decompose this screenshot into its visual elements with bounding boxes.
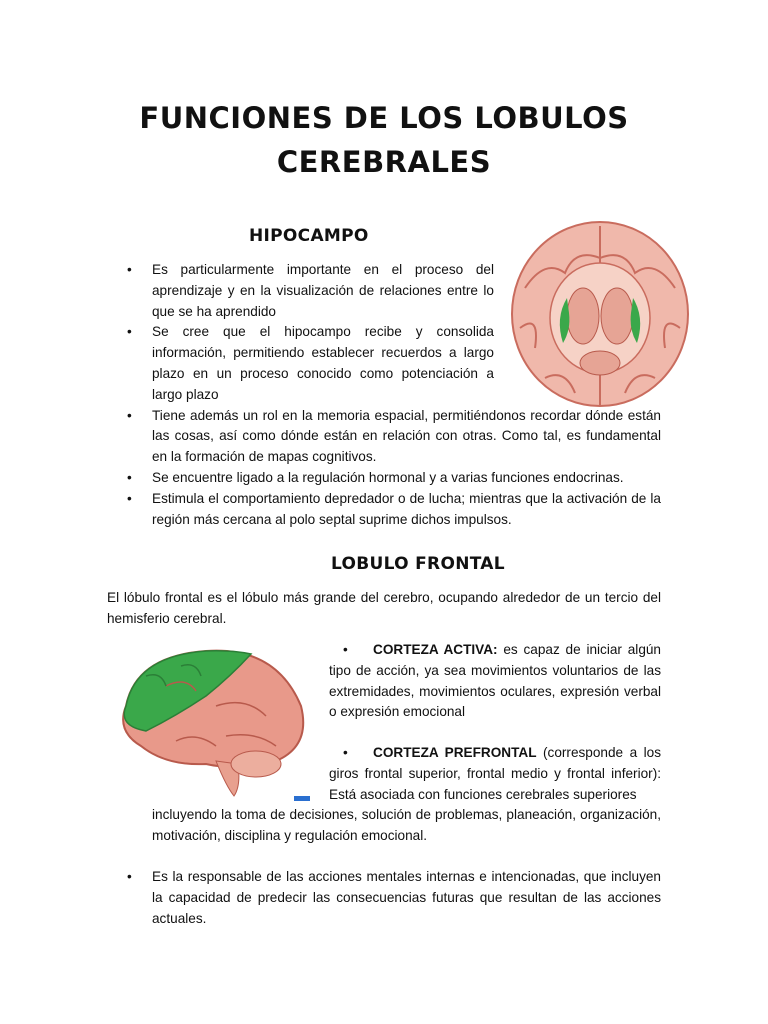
- bullet: •: [343, 745, 348, 760]
- list-item: • Estimula el comportamiento depredador o de lucha; mientras que la activación de la región más cercana al polo septal suprime dichos impulsos.: [127, 490, 661, 527]
- list-item: • Se cree que el hipocampo recibe y consolida información, permitiendo establecer recuerdos a largo plazo en un proceso conocido como potenciación a largo plazo: [127, 324, 494, 402]
- hipocampo-list: [107, 260, 661, 530]
- list-item: • Es la responsable de las acciones mentales internas e intencionadas, que incluyen la capacidad de predecir las consecuencias futuras que resultan de las acciones actuales.: [127, 869, 661, 926]
- list-item: • Es particularmente importante en el proceso del aprendizaje y en la visualización de relaciones entre lo que se ha aprendido: [127, 262, 494, 319]
- frontal-list: [107, 867, 661, 929]
- corteza-prefrontal-item: • CORTEZA PREFRONTAL (corresponde a los giros frontal superior, frontal medio y frontal inferior): Está asociada con funciones cerebrales superiores: [329, 745, 661, 802]
- frontal-intro: El lóbulo frontal es el lóbulo más grande del cerebro, ocupando alrededor de un tercio del hemisferio cerebral.: [107, 590, 661, 626]
- title-line-1: FUNCIONES DE LOS LOBULOS: [139, 101, 629, 135]
- list-item: • Se encuentre ligado a la regulación hormonal y a varias funciones endocrinas.: [127, 469, 624, 485]
- hipocampo-heading: HIPOCAMPO: [249, 226, 369, 246]
- bullet: •: [343, 642, 348, 657]
- corteza-prefrontal-continuation: incluyendo la toma de decisiones, solución de problemas, planeación, organización, motivación, disciplina y regulación emocional.: [152, 807, 661, 843]
- title-line-2: CEREBRALES: [276, 145, 492, 179]
- frontal-heading: LOBULO FRONTAL: [331, 554, 505, 574]
- list-item: • Tiene además un rol en la memoria espacial, permitiéndonos recordar dónde están las cosas, así como dónde están en relación con otras. Como tal, es fundamental en la formación de mapas cognitivos.: [127, 407, 661, 465]
- corteza-activa-item: • CORTEZA ACTIVA: es capaz de iniciar algún tipo de acción, ya sea movimientos voluntarios de las extremidades, movimientos oculares, expresión verbal o expresión emocional: [329, 642, 661, 720]
- brain-frontal-lobe-image: [106, 646, 312, 806]
- page-title: [0, 96, 768, 184]
